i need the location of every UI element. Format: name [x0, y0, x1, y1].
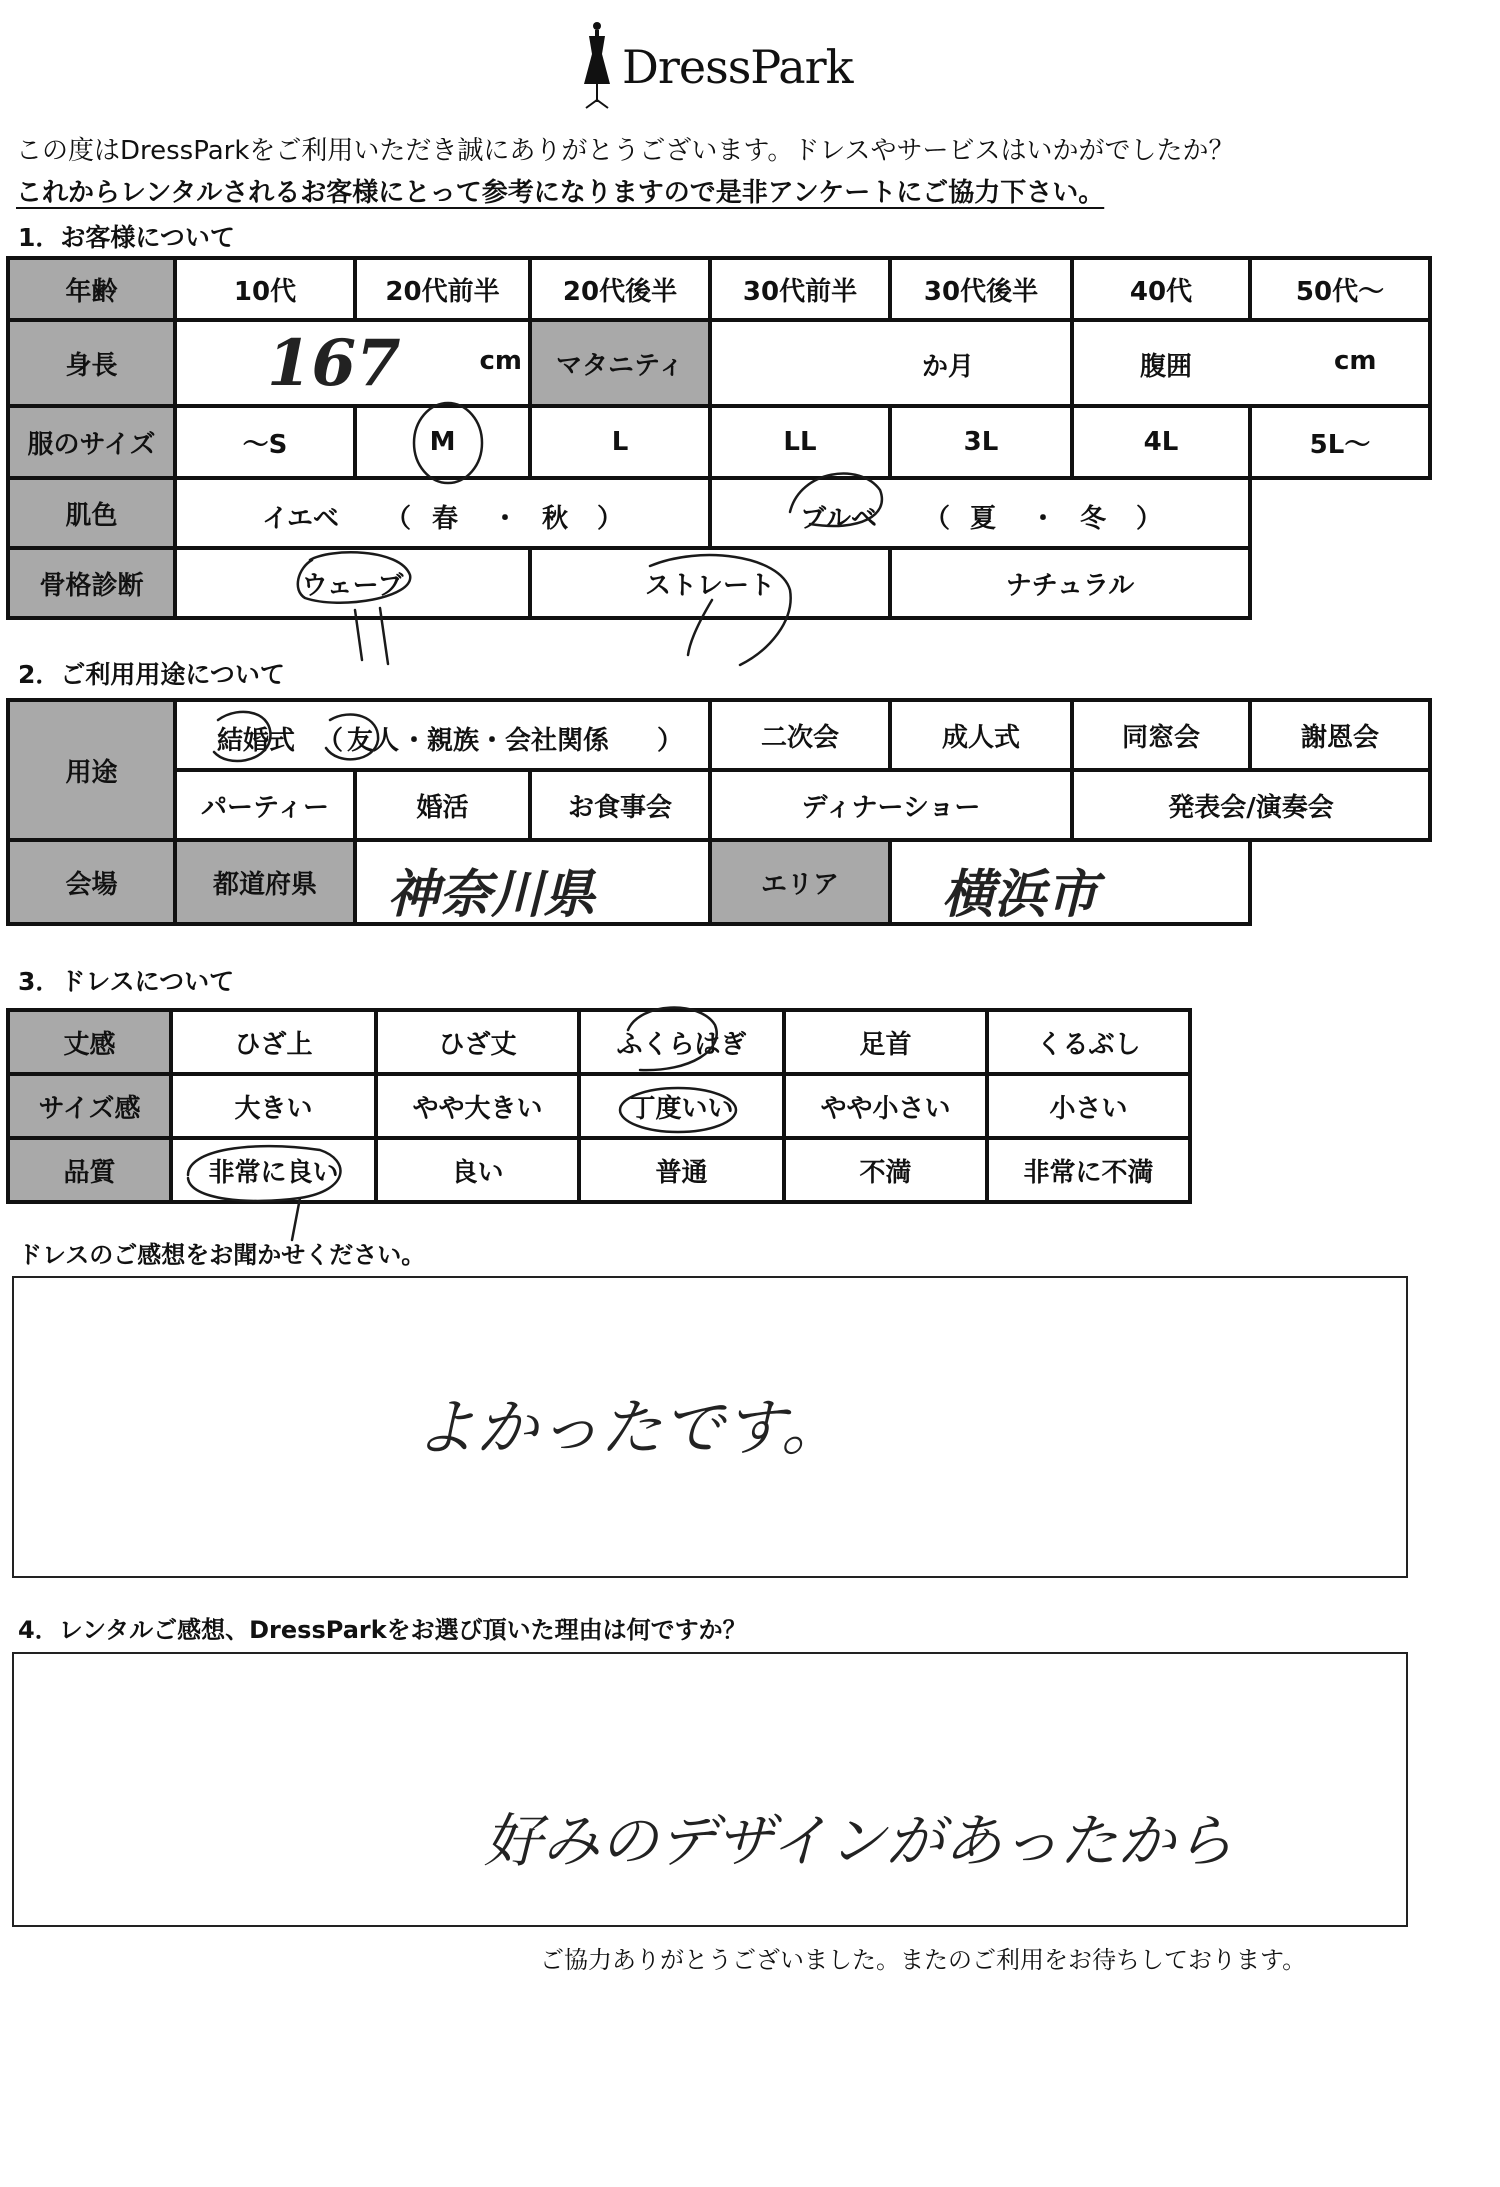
skin-yellow-name: イエベ: [262, 504, 339, 534]
quality-very-good-circle: [188, 1146, 340, 1240]
frame-label: 骨格診断: [8, 548, 175, 618]
fit-option[interactable]: やや小さい: [784, 1074, 987, 1138]
fit-option[interactable]: 大きい: [171, 1074, 376, 1138]
age-option[interactable]: 30代後半: [890, 258, 1072, 320]
length-option[interactable]: ひざ上: [171, 1010, 376, 1074]
separator-dot: ・: [492, 504, 519, 534]
age-option[interactable]: 40代: [1072, 258, 1250, 320]
paren-open: （: [317, 726, 344, 756]
maternity-label: マタニティ: [530, 320, 710, 406]
paren-close: ）: [1136, 504, 1163, 534]
fit-just-right-circle: [620, 1088, 736, 1132]
season-autumn[interactable]: 秋: [542, 504, 569, 534]
skin-blue-circle: [790, 474, 882, 526]
purpose-option[interactable]: 発表会/演奏会: [1072, 770, 1430, 840]
fit-option[interactable]: 丁度いい: [579, 1074, 784, 1138]
frame-option[interactable]: ストレート: [530, 548, 890, 618]
age-option[interactable]: 20代後半: [530, 258, 710, 320]
size-label: 服のサイズ: [8, 406, 175, 478]
frame-straight-circle: [650, 555, 791, 665]
frame-option[interactable]: ナチュラル: [890, 548, 1250, 618]
frame-wave-circle: [298, 552, 410, 664]
wedding-relatives-company[interactable]: ・親族・会社関係: [401, 726, 610, 756]
purpose-option[interactable]: 婚活: [355, 770, 530, 840]
paren-open: （: [924, 504, 951, 534]
prefecture-label: 都道府県: [175, 840, 355, 924]
prefecture-value: 神奈川県: [387, 864, 596, 925]
size-option[interactable]: ～S: [175, 406, 355, 478]
purpose-option[interactable]: 二次会: [710, 700, 890, 770]
length-option[interactable]: ひざ丈: [376, 1010, 579, 1074]
section-1-heading: 1．お客様について: [18, 223, 235, 252]
paren-open: （: [385, 504, 412, 534]
age-option[interactable]: 30代前半: [710, 258, 890, 320]
length-label: 丈感: [8, 1010, 171, 1074]
age-option[interactable]: 10代: [175, 258, 355, 320]
quality-option[interactable]: 非常に不満: [987, 1138, 1190, 1202]
logo-text: DressPark: [622, 40, 853, 94]
dress-comment-prompt: ドレスのご感想をお聞かせください。: [18, 1241, 426, 1269]
season-summer[interactable]: 夏: [970, 504, 997, 534]
quality-option[interactable]: 普通: [579, 1138, 784, 1202]
height-value: 167: [267, 326, 401, 401]
purpose-label: 用途: [8, 700, 175, 840]
skin-label: 肌色: [8, 478, 175, 548]
waist-label: 腹囲: [1140, 352, 1193, 382]
quality-option[interactable]: 非常に良い: [171, 1138, 376, 1202]
age-option[interactable]: 50代～: [1250, 258, 1430, 320]
purpose-option[interactable]: 謝恩会: [1250, 700, 1430, 770]
size-option[interactable]: 5L～: [1250, 406, 1430, 478]
purpose-option[interactable]: お食事会: [530, 770, 710, 840]
wedding-friend[interactable]: 友人: [347, 726, 400, 756]
maternity-unit: か月: [922, 352, 975, 382]
waist-unit: cm: [1334, 346, 1377, 376]
quality-option[interactable]: 良い: [376, 1138, 579, 1202]
purpose-option[interactable]: 成人式: [890, 700, 1072, 770]
venue-label: 会場: [8, 840, 175, 924]
height-label: 身長: [8, 320, 175, 406]
intro-line-2: これからレンタルされるお客様にとって参考になりますので是非アンケートにご協力下さい。: [16, 178, 1105, 208]
area-label: エリア: [710, 840, 890, 924]
fit-option[interactable]: やや大きい: [376, 1074, 579, 1138]
purpose-option[interactable]: パーティー: [175, 770, 355, 840]
age-label: 年齢: [8, 258, 175, 320]
area-value: 横浜市: [942, 864, 1099, 925]
length-option[interactable]: くるぶし: [987, 1010, 1190, 1074]
thank-you-note: ご協力ありがとうございました。またのご利用をお待ちしております。: [540, 1946, 1307, 1974]
length-option[interactable]: ふくらはぎ: [579, 1010, 784, 1074]
section-3-heading: 3．ドレスについて: [18, 967, 235, 996]
purpose-option[interactable]: 同窓会: [1072, 700, 1250, 770]
paren-close: ）: [657, 726, 684, 756]
purpose-option[interactable]: ディナーショー: [710, 770, 1072, 840]
size-option[interactable]: LL: [710, 406, 890, 478]
size-option[interactable]: 4L: [1072, 406, 1250, 478]
fit-option[interactable]: 小さい: [987, 1074, 1190, 1138]
frame-option[interactable]: ウェーブ: [175, 548, 530, 618]
reason-answer-text: 好みのデザインがあったから: [484, 1807, 1234, 1875]
height-unit: cm: [479, 346, 522, 376]
length-calf-circle: [628, 1008, 717, 1071]
quality-option[interactable]: 不満: [784, 1138, 987, 1202]
size-option[interactable]: 3L: [890, 406, 1072, 478]
season-spring[interactable]: 春: [432, 504, 459, 534]
size-option[interactable]: L: [530, 406, 710, 478]
length-option[interactable]: 足首: [784, 1010, 987, 1074]
season-winter[interactable]: 冬: [1080, 504, 1107, 534]
paren-close: ）: [597, 504, 624, 534]
quality-label: 品質: [8, 1138, 171, 1202]
size-m-circle: [414, 403, 482, 483]
wedding-circle: [214, 712, 378, 761]
section-2-heading: 2．ご利用用途について: [18, 660, 285, 689]
age-option[interactable]: 20代前半: [355, 258, 530, 320]
size-option[interactable]: M: [355, 406, 530, 478]
dress-comment-text: よかったです。: [414, 1391, 844, 1464]
skin-blue-name: ブルベ: [800, 504, 877, 534]
intro-line-1: この度はDressParkをご利用いただき誠にありがとうございます。ドレスやサービスはいかがでしたか？: [16, 136, 1235, 166]
separator-dot: ・: [1030, 504, 1057, 534]
wedding-name: 結婚式: [217, 726, 296, 756]
fit-label: サイズ感: [8, 1074, 171, 1138]
section-4-heading: 4．レンタルご感想、DressParkをお選び頂いた理由は何ですか？: [18, 1616, 747, 1644]
